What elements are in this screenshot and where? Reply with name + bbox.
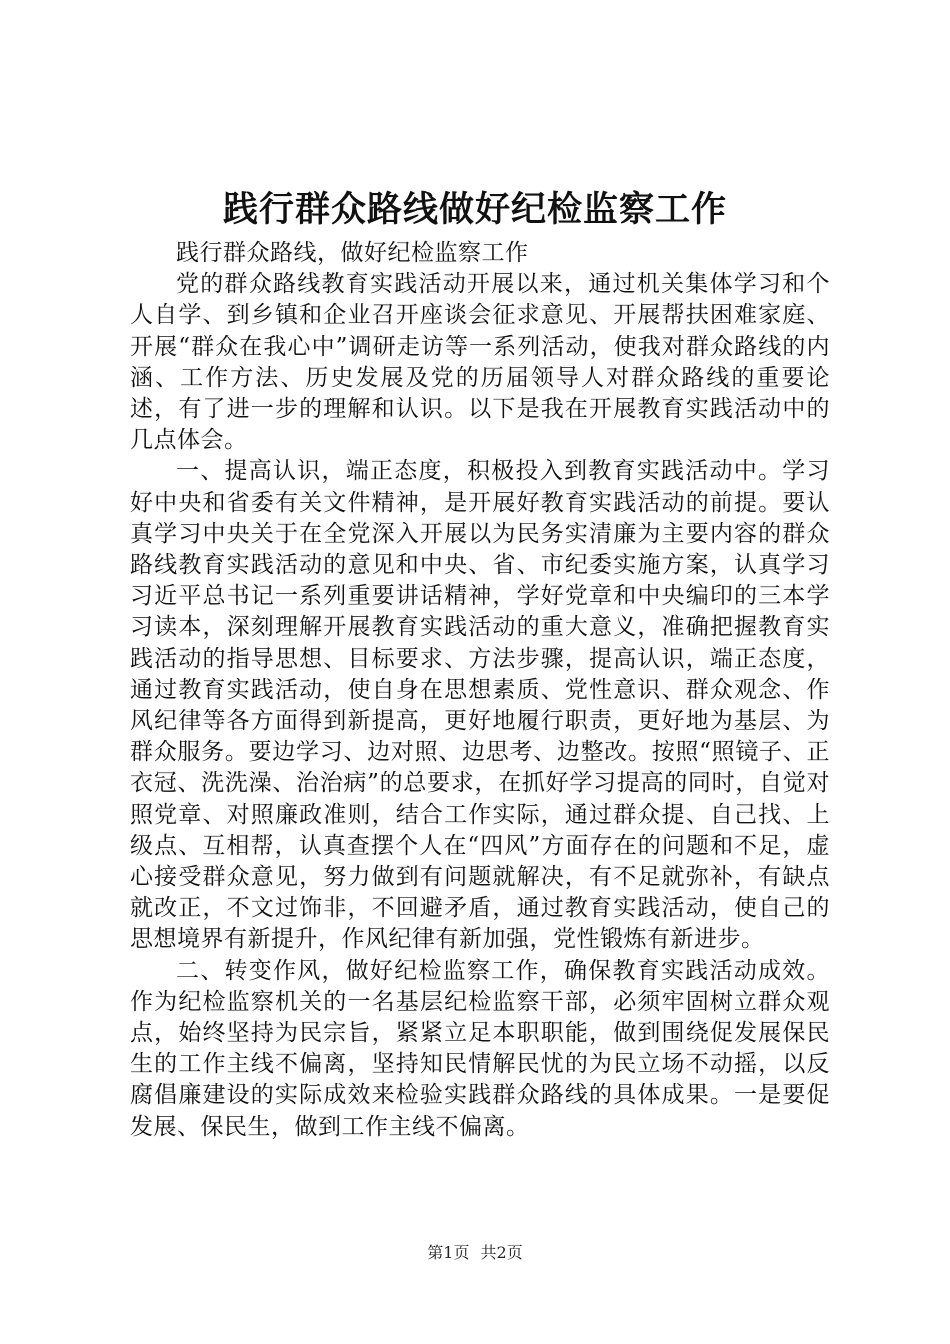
paragraph-subtitle: 践行群众路线，做好纪检监察工作 bbox=[176, 240, 529, 266]
paragraph-section-two: 二、转变作风，做好纪检监察工作，确保教育实践活动成效。作为纪检监察机关的一名基层纪检监察干部，必须牢固树立群众观点，始终坚持为民宗旨，紧紧立足本职职能，做到围绕促发展保民生的工作主线不偏离，坚持知民情解民忧的为民立场不动摇，以反腐倡廉建设的实际成效来检验实践群众路线的具体成果。一是要促发展、保民生，做到工作主线不偏离。 bbox=[130, 957, 830, 1140]
page-number: 第1页 bbox=[427, 1243, 470, 1262]
page-footer bbox=[0, 1242, 950, 1264]
paragraph-section-one: 一、提高认识，端正态度，积极投入到教育实践活动中。学习好中央和省委有关文件精神，是开展好教育实践活动的前提。要认真学习中央关于在全党深入开展以为民务实清廉为主要内容的群众路线教育实践活动的意见和中央、省、市纪委实施方案，认真学习习近平总书记一系列重要讲话精神，学好党章和中央编印的三本学习读本，深刻理解开展教育实践活动的重大意义，准确把握教育实践活动的指导思想、目标要求、方法步骤，提高认识，端正态度，通过教育实践活动，使自身在思想素质、党性意识、群众观念、作风纪律等各方面得到新提高，更好地履行职责，更好地为基层、为群众服务。要边学习、边对照、边思考、边整改。按照“照镜子、正衣冠、洗洗澡、治治病”的总要求，在抓好学习提高的同时，自觉对照党章、对照廉政准则，结合工作实际，通过群众提、自己找、上级点、互相帮，认真查摆个人在“四风”方面存在的问题和不足，虚心接受群众意见，努力做到有问题就解决，有不足就弥补，有缺点就改正，不文过饰非，不回避矛盾，通过教育实践活动，使自己的思想境界有新提升，作风纪律有新加强，党性锻炼有新进步。 bbox=[130, 458, 830, 953]
paragraph-intro: 党的群众路线教育实践活动开展以来，通过机关集体学习和个人自学、到乡镇和企业召开座谈会征求意见、开展帮扶困难家庭、开展“群众在我心中”调研走访等一系列活动，使我对群众路线的内涵、工作方法、历史发展及党的历届领导人对群众路线的重要论述，有了进一步的理解和认识。以下是我在开展教育实践活动中的几点体会。 bbox=[130, 271, 830, 454]
document-body bbox=[130, 238, 830, 1143]
page-total: 共2页 bbox=[480, 1243, 523, 1262]
document-title: 践行群众路线做好纪检监察工作 bbox=[222, 189, 727, 230]
